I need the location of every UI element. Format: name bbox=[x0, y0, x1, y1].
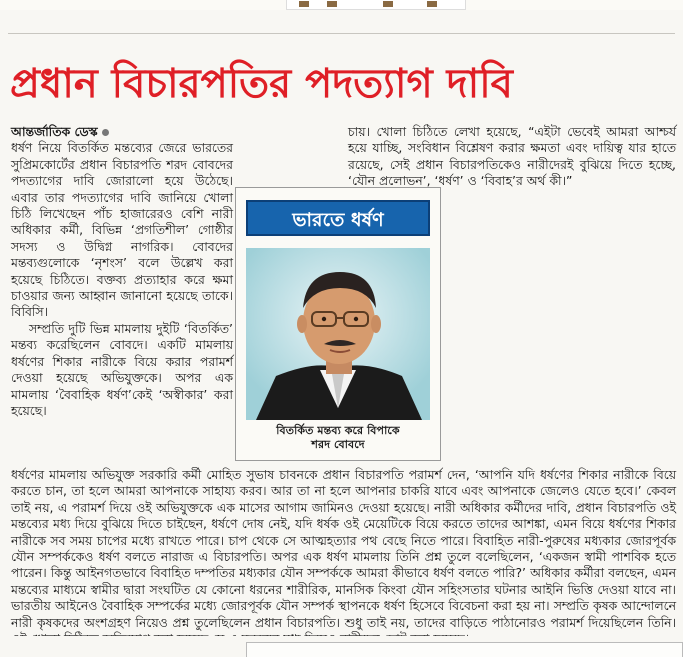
justice-portrait-illustration bbox=[246, 248, 430, 420]
box-title: ভারতে ধর্ষণ bbox=[246, 200, 430, 236]
article-paragraph-2: সম্প্রতি দুটি ভিন্ন মামলায় দুইটি ‘বিতর্কিত’ মন্তব্য করেছিলেন বোবদে। একটি মামলায় ধর্ষণের শিকার নারীকে বিয়ে করার পরামর্শ দেওয়া হয়েছে অভিযুক্তকে। অপর এক মামলায় ‘বৈবাহিক ধর্ষণ’কেই ‘অস্বীকার’ করা হয়েছে। bbox=[11, 320, 233, 418]
article-paragraph-wide: ধর্ষণের মামলায় অভিযুক্ত সরকারি কর্মী মোহিত সুভাষ চাবনকে প্রধান বিচারপতি পরামর্শ দেন, ‘আপনি যদি ধর্ষণের শিকার নারীকে বিয়ে করতে চান, তা হলে আমরা আপনাকে সাহায্য করব। আর তা না হলে আপনার চাকরি যাবে এবং আপনাকে জেলেও যেতে হবে।’ কেবল তাই নয়, এ পরামর্শ দিয়ে ওই অভিযুক্তকে এক মাসের আগাম জামিনও দেওয়া হয়েছে। নারী অধিকার কর্মীদের দাবি, প্রধান বিচারপতি ওই মন্তব্যের মধ্য দিয়ে বুঝিয়ে দিতে চাইছেন, ধর্ষণে দোষ নেই, যদি ধর্ষক ওই মেয়েটিকে বিয়ে করতে তাদের আশঙ্কা, এমন বিয়ে ধর্ষণের শিকার নারীকে সব সময় চাপের মধ্যে রাখতে পারে। চাপ থেকে সে আত্মহত্যার পথ বেছে নিতে পারে। বিবাহিত নারী-পুরুষের মধ্যকার জোরপূর্বক যৌন সম্পর্ককেও ধর্ষণ বলতে নারাজ এ বিচারপতি। অপর এক ধর্ষণ মামলায় তিনি প্রশ্ন তুলে বলেছিলেন, ‘একজন স্বামী পাশবিক হতে পারেন। কিন্তু আইনগতভাবে বিবাহিত দম্পতির মধ্যকার যৌন সম্পর্ককে আমরা কীভাবে ধর্ষণ বলতে পারি?’ অধিকার কর্মীরা বলছেন, এমন মন্তব্যের মাধ্যমে স্বামীর দ্বারা সংঘটিত যে কোনো ধরনের শারীরিক, মানসিক কিংবা যৌন সহিংসতার ঘটনার আইনি ভিত্তি দেওয়া যাবে না। ভারতীয় আইনেও বৈবাহিক সম্পর্কের মধ্যে জোরপূর্বক যৌন সম্পর্ক স্থাপনকে ধর্ষণ হিসেবে বিবেচনা করা হয় না। সম্প্রতি কৃষক আন্দোলনে নারী কৃষকদের অংশগ্রহণ নিয়েও প্রশ্ন তুলেছিলেন প্রধান বিচারপতি। শুধু তাই নয়, তাদের বাড়িতে পাঠানোরও পরামর্শ দিয়েছিলেন তিনি। bbox=[11, 467, 676, 630]
headline: প্রধান বিচারপতির পদত্যাগ দাবি bbox=[10, 61, 513, 107]
next-article-frame bbox=[246, 642, 683, 657]
top-image-thumbnail bbox=[286, 0, 466, 10]
top-strip bbox=[0, 0, 683, 10]
article-wide-section bbox=[11, 467, 676, 647]
byline: আন্তর্জাতিক ডেস্ক bbox=[11, 124, 98, 139]
article-paragraph-1: ধর্ষণ নিয়ে বিতর্কিত মন্তব্যের জেরে ভারতের সুপ্রিমকোর্টের প্রধান বিচারপতি শরদ বোবদের পদত্যাগের দাবি জোরালো হয়ে উঠেছে। এবার তার পদত্যাগের দাবি জানিয়ে খোলা চিঠি লিখেছেন পাঁচ হাজারেরও বেশি নারী অধিকার কর্মী, বিভিন্ন ‘প্রগতিশীল’ গোষ্ঠীর সদস্য ও উদ্বিগ্ন নাগরিক। বোবদের মন্তব্যগুলোকে ‘নৃশংস’ বলে উল্লেখ করা হয়েছে চিঠিতে। বক্তব্য প্রত্যাহার করে ক্ষমা চাওয়ার জন্য আহ্বান জানানো হয়েছে তাকে। বিবিসি। bbox=[11, 140, 233, 320]
byline-dot-icon bbox=[102, 129, 109, 136]
caption-line-1: বিতর্কিত মন্তব্য করে বিপাকে bbox=[276, 424, 400, 437]
sidebar-photo-box bbox=[235, 187, 441, 461]
bottom-strip bbox=[0, 636, 683, 656]
top-rule bbox=[8, 33, 675, 34]
photo-caption bbox=[242, 424, 434, 452]
caption-line-2: শরদ বোবদে bbox=[311, 438, 365, 451]
article-paragraph-continued: চায়। খোলা চিঠিতে লেখা হয়েছে, “এইটা ভেবেই আমরা আশ্চর্য হয়ে যাচ্ছি, সংবিধান বিশ্লেষণ করার ক্ষমতা এবং দায়িত্ব যার হাতে রয়েছে, সেই প্রধান বিচারপতিকেও নারীদেরই বুঝিয়ে দিতে হচ্ছে, ‘যৌন প্রলোভন’, ‘ধর্ষণ’ ও ‘বিবাহ’র অর্থ কী।” bbox=[348, 124, 676, 189]
article-column-1 bbox=[11, 124, 233, 419]
article-column-3 bbox=[348, 124, 676, 190]
